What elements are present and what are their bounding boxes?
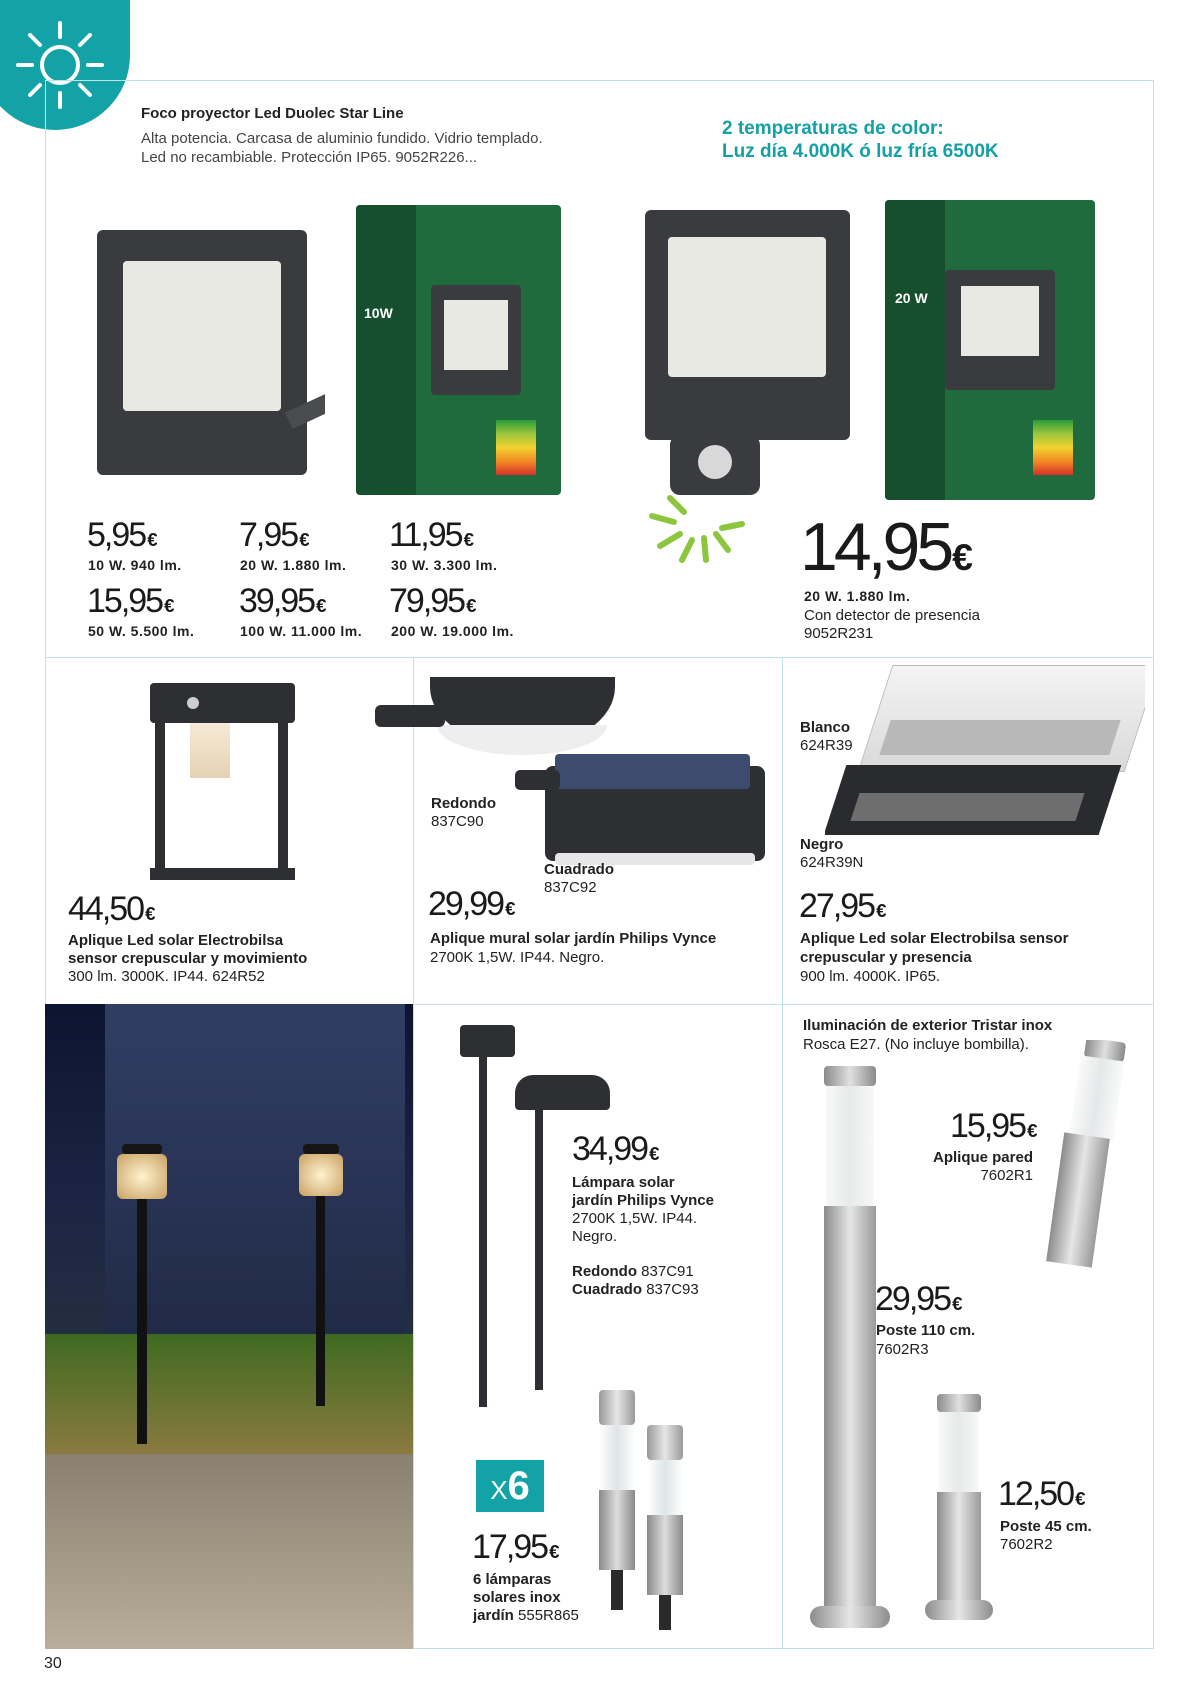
price: 15,95 €	[950, 1107, 1038, 1145]
product-title: 6 lámparas	[473, 1571, 552, 1588]
price: 29,95 €	[875, 1280, 963, 1318]
product-title: Aplique mural solar jardín Philips Vynce	[430, 930, 717, 947]
variant-ref: 837C92	[544, 879, 597, 896]
product-ref: 7602R3	[876, 1341, 929, 1358]
product-desc: 2700K 1,5W. IP44. Negro.	[430, 949, 605, 966]
product-title: solares inox	[473, 1589, 561, 1606]
quantity-badge: X6	[476, 1460, 544, 1512]
product-box-image	[356, 205, 561, 495]
square-wall-light-image	[515, 748, 775, 873]
product-desc: Negro.	[572, 1228, 618, 1245]
price: 12,50 €	[998, 1475, 1086, 1513]
price-spec: 20 W. 1.880 lm.	[804, 588, 911, 604]
price: 15,95 €	[87, 582, 175, 620]
product-ref: 7602R2	[1000, 1536, 1053, 1553]
price-spec: 30 W. 3.300 lm.	[391, 557, 498, 573]
inox-stake-lamps-image	[595, 1390, 695, 1630]
product-desc: Con detector de presencia	[804, 607, 980, 624]
variant-ref: 837C90	[431, 813, 484, 830]
price: 27,95 €	[799, 887, 887, 925]
lantern-image	[145, 683, 300, 883]
price: 11,95 €	[389, 516, 474, 554]
divider	[45, 657, 1154, 658]
product-ref: 7602R1	[980, 1167, 1033, 1184]
price: 7,95 €	[239, 516, 310, 554]
box-label: 20 W	[895, 290, 928, 306]
solar-wall-light-image	[825, 665, 1145, 840]
post-45-image	[925, 1390, 995, 1630]
price-spec: 10 W. 940 lm.	[88, 557, 182, 573]
price-spec: 200 W. 19.000 lm.	[391, 623, 514, 639]
price-spec: 50 W. 5.500 lm.	[88, 623, 195, 639]
highlight: Luz día 4.000K ó luz fría 6500K	[722, 141, 999, 162]
price: 17,95 €	[472, 1528, 560, 1566]
price: 39,95 €	[239, 582, 327, 620]
product-title: Aplique pared	[932, 1149, 1033, 1166]
page-number: 30	[44, 1655, 62, 1672]
price: 29,99 €	[428, 885, 516, 923]
product-title: Aplique Led solar Electrobilsa	[68, 932, 284, 949]
price: 44,50 €	[68, 890, 156, 928]
product-desc: Rosca E27. (No incluye bombilla).	[803, 1036, 1029, 1053]
product-ref: 9052R231	[804, 625, 874, 642]
floodlight-image	[85, 225, 325, 475]
box-label: 10W	[364, 305, 393, 321]
variant-label: Negro	[800, 836, 844, 853]
price-large: 14,95€	[800, 509, 973, 585]
variant-line: Redondo 837C91	[572, 1263, 694, 1280]
product-desc: Led no recambiable. Protección IP65. 9052R226...	[141, 149, 478, 166]
product-title: Iluminación de exterior Tristar inox	[803, 1017, 1053, 1034]
variant-ref: 624R39	[800, 737, 853, 754]
product-box-image	[885, 200, 1095, 500]
product-desc: Alta potencia. Carcasa de aluminio fundido. Vidrio templado.	[141, 130, 543, 147]
motion-burst-icon	[634, 488, 754, 568]
product-desc: 2700K 1,5W. IP44.	[572, 1210, 698, 1227]
garden-scene-photo	[45, 1004, 413, 1649]
price: 79,95 €	[389, 582, 477, 620]
floodlight-sensor-image	[640, 205, 860, 505]
product-title-ref: jardín 555R865	[473, 1607, 579, 1624]
price: 5,95 €	[87, 516, 158, 554]
variant-label: Redondo	[431, 795, 496, 812]
divider	[413, 657, 414, 1649]
variant-label: Cuadrado	[544, 861, 615, 878]
price-spec: 20 W. 1.880 lm.	[240, 557, 347, 573]
product-desc: 900 lm. 4000K. IP65.	[800, 968, 941, 985]
wall-light-image	[1040, 1040, 1130, 1270]
product-title: crepuscular y presencia	[800, 949, 972, 966]
product-title: Aplique Led solar Electrobilsa sensor	[800, 930, 1069, 947]
product-title: Foco proyector Led Duolec Star Line	[141, 105, 404, 122]
variant-line: Cuadrado 837C93	[572, 1281, 699, 1298]
product-desc: 300 lm. 3000K. IP44. 624R52	[68, 968, 265, 985]
product-title: jardín Philips Vynce	[572, 1192, 714, 1209]
product-title: Poste 110 cm.	[876, 1322, 976, 1339]
variant-ref: 624R39N	[800, 854, 864, 871]
variant-label: Blanco	[800, 719, 851, 736]
product-title: Lámpara solar	[572, 1174, 675, 1191]
divider	[782, 657, 783, 1649]
price: 34,99 €	[572, 1130, 660, 1168]
price-spec: 100 W. 11.000 lm.	[240, 623, 363, 639]
highlight: 2 temperaturas de color:	[722, 118, 944, 139]
product-title: Poste 45 cm.	[1000, 1518, 1092, 1535]
product-title: sensor crepuscular y movimiento	[68, 950, 308, 967]
